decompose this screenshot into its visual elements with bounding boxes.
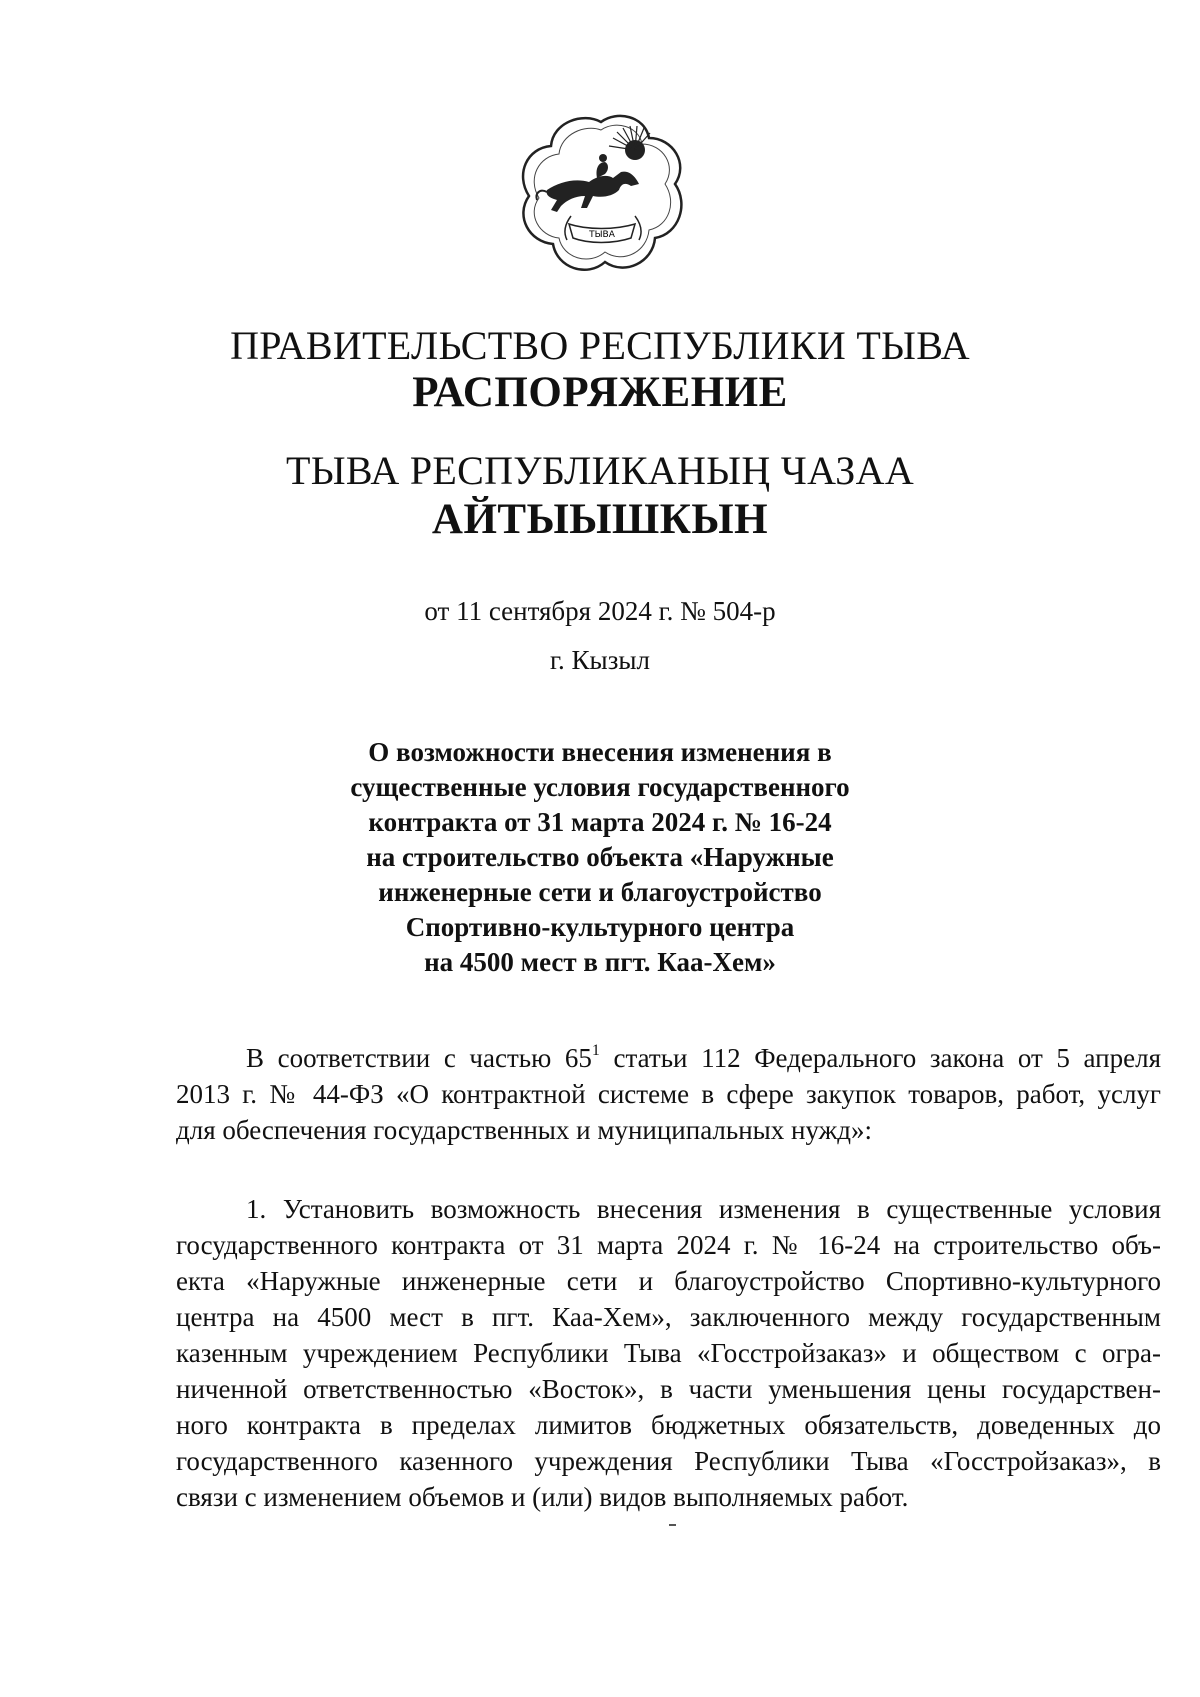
- tuva-emblem-icon: [517, 112, 685, 278]
- preamble-line: 2013 г. № 44-ФЗ «О контрактной системе в сфере закупок товаров, работ, услуг: [176, 1079, 1161, 1109]
- item-1-paragraph: [176, 1191, 1161, 1515]
- item-1-line: центра на 4500 мест в пгт. Каа-Хем», заключенного между государственным: [176, 1302, 1161, 1332]
- preamble-line: для обеспечения государственных и муниципальных нужд»:: [176, 1115, 873, 1145]
- subject-line: инженерные сети и благоустройство: [378, 877, 822, 907]
- document-subject: [350, 735, 850, 980]
- item-1-line: 1. Установить возможность внесения изменения в существенные условия: [246, 1194, 1161, 1224]
- subject-line: на строительство объекта «Наружные: [366, 842, 834, 872]
- document-city: г. Кызыл: [550, 645, 650, 675]
- item-1-line: государственного казенного учреждения Республики Тыва «Госстройзаказ», в: [176, 1446, 1161, 1476]
- item-1-line: екта «Наружные инженерные сети и благоустройство Спортивно-культурного: [176, 1266, 1161, 1296]
- document-date-number: от 11 сентября 2024 г. № 504-р: [424, 596, 776, 626]
- superscript: 1: [591, 1042, 600, 1059]
- government-title-tv: ТЫВА РЕСПУБЛИКАНЫҢ ЧАЗАА: [285, 448, 915, 493]
- document-type-ru: РАСПОРЯЖЕНИЕ: [412, 369, 788, 416]
- document-type-tv: АЙТЫЫШКЫН: [431, 496, 769, 543]
- item-1-line: казенным учреждением Республики Тыва «Госстройзаказ» и обществом с огра-: [176, 1338, 1161, 1368]
- subject-line: существенные условия государственного: [350, 772, 850, 802]
- preamble-text: В соответствии с частью 65: [246, 1043, 592, 1073]
- preamble-paragraph: [176, 1040, 1161, 1148]
- subject-line: Спортивно-культурного центра: [405, 912, 795, 942]
- government-title-ru: ПРАВИТЕЛЬСТВО РЕСПУБЛИКИ ТЫВА: [230, 323, 970, 368]
- subject-line: на 4500 мест в пгт. Каа-Хем»: [424, 947, 776, 977]
- item-1-line: ного контракта в пределах лимитов бюджетных обязательств, доведенных до: [176, 1410, 1161, 1440]
- item-1-line: связи с изменением объемов и (или) видов выполняемых работ.: [176, 1482, 909, 1512]
- subject-line: контракта от 31 марта 2024 г. № 16-24: [368, 807, 832, 837]
- subject-line: О возможности внесения изменения в: [368, 737, 832, 767]
- preamble-line: [176, 1040, 1161, 1076]
- scan-speck: [669, 1524, 676, 1526]
- preamble-text: статьи 112 Федерального закона от 5 апреля: [599, 1043, 1161, 1073]
- item-1-line: государственного контракта от 31 марта 2024 г. № 16-24 на строительство объ-: [176, 1230, 1161, 1260]
- item-1-line: ниченной ответственностью «Восток», в части уменьшения цены государствен-: [176, 1374, 1161, 1404]
- emblem-text: ТЫВА: [589, 230, 615, 240]
